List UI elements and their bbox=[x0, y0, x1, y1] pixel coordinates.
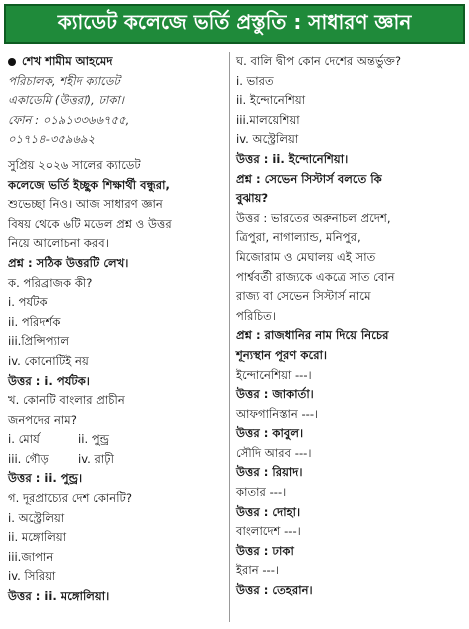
capital-prompt: ইন্দোনেশিয়া ---। bbox=[236, 367, 312, 382]
answer-line: উত্তর : ভারতের অরুনাচল প্রদেশ, bbox=[236, 210, 391, 225]
question: বুঝায়? bbox=[236, 191, 269, 206]
answer-line: পরিচিত। bbox=[236, 308, 276, 323]
author-name: শেখ শামীম আহমেদ bbox=[8, 52, 224, 72]
capital-prompt: ইরান ---। bbox=[236, 563, 280, 578]
option: ii. মঙ্গোলিয়া bbox=[8, 530, 67, 545]
author-phone-line: ফোন : ০১৯১৩৩৬৬৭৫৫, bbox=[8, 112, 130, 127]
author-phone-line: ০১৭১৪-৩৫৯৬৯২ bbox=[8, 132, 96, 147]
capital-prompt: সৌদি আরব ---। bbox=[236, 445, 312, 460]
answer-line: রাজ্য বা সেভেন সিস্টার্স নামে bbox=[236, 289, 371, 304]
capital-answer: উত্তর : জাকার্তা। bbox=[236, 387, 314, 402]
intro-line: নিয়ে আলোচনা করব। bbox=[8, 236, 109, 251]
answer-line: ত্রিপুরা, নাগাল্যান্ড, মনিপুর, bbox=[236, 230, 361, 245]
question: জনপদের নাম? bbox=[8, 412, 77, 427]
intro-line: শুভেচ্ছা নিও। আজ সাধারণ জ্ঞান bbox=[8, 197, 163, 212]
left-column bbox=[8, 52, 224, 607]
capital-answer: উত্তর : তেহরান। bbox=[236, 583, 313, 598]
option: iii.প্রিন্সিপ্যাল bbox=[8, 334, 69, 349]
intro-line: বিষয় থেকে ৬টি মডেল প্রশ্ন ও উত্তর bbox=[8, 216, 172, 231]
article-banner: ক্যাডেট কলেজে ভর্তি প্রস্তুতি : সাধারণ জ্ঞান bbox=[4, 4, 465, 44]
right-column bbox=[236, 52, 462, 601]
question: প্রশ্ন : রাজধানির নাম দিয়ে নিচের bbox=[236, 328, 389, 343]
option-row bbox=[8, 450, 224, 470]
option: ii. পরিদর্শক bbox=[8, 314, 61, 329]
capital-prompt: কাতার ---। bbox=[236, 485, 287, 500]
capital-answer: উত্তর : রিয়াদ। bbox=[236, 465, 303, 480]
option: iv. রাঢ়ী bbox=[78, 451, 114, 466]
intro-line: কলেজে ভর্তি ইচ্ছুক শিক্ষার্থী বন্ধুরা, bbox=[8, 177, 170, 192]
question: খ. কোনটি বাংলার প্রাচীন bbox=[8, 393, 125, 408]
option: iv. কোনোটিই নয় bbox=[8, 353, 89, 368]
option: i. অস্ট্রেলিয়া bbox=[8, 510, 65, 525]
option: iii.মালয়েশিয়া bbox=[236, 112, 300, 127]
intro-line: সুপ্রিয় ২০২৬ সালের ক্যাডেট bbox=[8, 157, 141, 172]
answer: উত্তর : ii. মঙ্গোলিয়া। bbox=[8, 589, 110, 604]
answer: উত্তর : ii. পুন্ড্র। bbox=[8, 471, 83, 486]
question: ঘ. বালি দ্বীপ কোন দেশের অন্তর্ভুক্ত? bbox=[236, 54, 401, 68]
option: i. পর্যটক bbox=[8, 295, 48, 310]
option-row bbox=[8, 430, 224, 450]
answer: উত্তর : i. পর্যটক। bbox=[8, 373, 90, 388]
option: i. মোর্য bbox=[8, 432, 40, 447]
option: iii. গৌড় bbox=[8, 451, 49, 466]
capital-answer: উত্তর : দোহা। bbox=[236, 504, 301, 519]
section-heading: প্রশ্ন : সঠিক উত্তরটি লেখ। bbox=[8, 255, 129, 270]
capital-answer: উত্তর : কাবুল। bbox=[236, 426, 304, 441]
question: গ. দূরপ্রাচ্যের দেশ কোনটি? bbox=[8, 491, 133, 506]
option: iii.জাপান bbox=[8, 549, 54, 564]
option: ii. ইন্দোনেশিয়া bbox=[236, 93, 306, 108]
option: iv. অস্ট্রেলিয়া bbox=[236, 132, 299, 147]
answer: উত্তর : ii. ইন্দোনেশিয়া। bbox=[236, 151, 349, 166]
question: ক. পরিব্রাজক কী? bbox=[8, 275, 93, 290]
author-role-line: একাডেমি (উত্তরা), ঢাকা। bbox=[8, 93, 124, 108]
capital-answer: উত্তর : ঢাকা bbox=[236, 543, 294, 558]
capital-prompt: বাংলাদেশ ---। bbox=[236, 524, 301, 539]
question: শূন্যস্থান পূরণ করো। bbox=[236, 347, 328, 362]
answer-line: মিজোরাম ও মেঘালয় এই সাত bbox=[236, 249, 376, 264]
author-role-line: পরিচালক, শহীদ ক্যাডেট bbox=[8, 73, 120, 88]
answer-line: পার্শ্ববর্তী রাজ্যকে একত্রে সাত বোন bbox=[236, 269, 395, 284]
column-divider bbox=[229, 52, 230, 622]
capital-prompt: আফগানিস্তান ---। bbox=[236, 406, 319, 421]
option: iv. সিরিয়া bbox=[8, 569, 56, 584]
option: i. ভারত bbox=[236, 73, 274, 88]
question: প্রশ্ন : সেভেন সিস্টার্স বলতে কি bbox=[236, 171, 382, 186]
option: ii. পুন্ড্র bbox=[78, 432, 110, 447]
bullet-icon bbox=[8, 58, 16, 66]
